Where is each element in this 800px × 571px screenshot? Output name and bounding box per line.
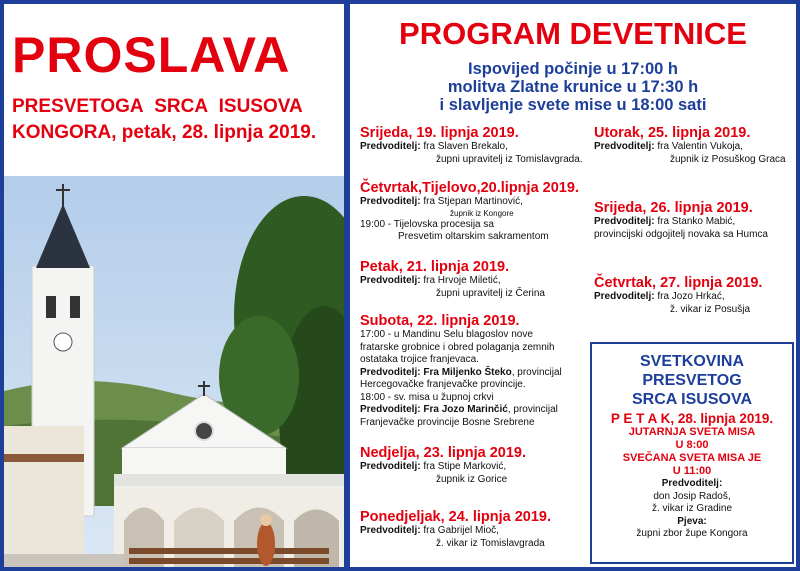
day-detail [360, 196, 579, 209]
day-heading: Ponedjeljak, 24. lipnja 2019. [360, 509, 552, 525]
day-detail [360, 367, 562, 380]
day-heading: Utorak, 25. lipnja 2019. [594, 125, 751, 141]
morning-mass-time: U 8:00 [675, 439, 709, 451]
day-heading: Petak, 21. lipnja 2019. [360, 259, 510, 275]
day-detail [594, 291, 762, 304]
day-detail [360, 275, 545, 288]
leader-name: Fra Jozo Marinčić [423, 404, 508, 415]
day-detail-line: ž. vikar iz Tomislavgrada [436, 537, 545, 549]
feast-leader-label: Predvoditelj: [661, 478, 723, 489]
day-entry [360, 313, 562, 429]
day-detail-line: Franjevačke provincije Bosne Srebrene [360, 416, 535, 428]
day-detail-line: provincijski odgojitelj novaka sa Humca [594, 228, 768, 240]
leader-label: Predvoditelj: [360, 366, 421, 378]
day-detail [360, 404, 562, 417]
poster-title: PROSLAVA [12, 27, 291, 83]
day-detail-line: Hercegovačke franjevačke provincije. [360, 379, 526, 390]
morning-mass: JUTARNJA SVETA MISA [628, 426, 756, 438]
feast-box [590, 342, 794, 564]
feast-title-line3: SRCA ISUSOVA [631, 391, 752, 408]
left-panel [4, 4, 344, 567]
leader-name: fra Stjepan Martinović, [423, 196, 523, 207]
day-entry [360, 445, 526, 486]
leader-label: Predvoditelj: [360, 275, 421, 286]
feast-leader-name: don Josip Radoš, [653, 490, 731, 502]
church-photo [4, 176, 344, 567]
day-detail [594, 216, 768, 229]
poster-subtitle-line2: KONGORA, petak, 28. lipnja 2019. [12, 122, 317, 143]
feast-date: P E T A K, 28. lipnja 2019. [610, 411, 774, 426]
day-heading: Četvrtak, 27. lipnja 2019. [594, 275, 763, 291]
day-detail-line: fratarske grobnice i obred polaganja zemnih [360, 341, 555, 353]
leader-name: fra Stanko Mabić, [657, 216, 736, 227]
day-detail [594, 141, 786, 154]
leader-label: Predvoditelj: [360, 525, 421, 536]
day-heading: Srijeda, 26. lipnja 2019. [594, 200, 753, 216]
leader-label: Predvoditelj: [594, 216, 655, 227]
choir-name: župni zbor župe Kongora [636, 528, 748, 539]
day-heading: Subota, 22. lipnja 2019. [360, 313, 520, 329]
day-detail-line: 18:00 - sv. misa u župnoj crkvi [360, 391, 494, 403]
leader-label: Predvoditelj: [360, 461, 421, 472]
day-entry [594, 275, 762, 316]
leader-role: , provincijal [507, 404, 558, 415]
leader-name: fra Slaven Brekalo, [423, 141, 508, 152]
day-entry [360, 259, 545, 300]
day-entry [360, 509, 551, 550]
program-info-line1: Ispovijed počinje u 17:00 h [468, 60, 678, 78]
leader-name: fra Valentin Vukoja, [657, 141, 743, 152]
solemn-mass: SVEČANA SVETA MISA JE [622, 452, 762, 464]
day-detail-line: ostataka trojice franjevaca. [360, 354, 479, 365]
day-entry [594, 125, 786, 166]
day-detail-line: župni upravitelj iz Tomislavgrada. [436, 153, 583, 165]
day-detail-line: 19:00 - Tijelovska procesija sa [360, 218, 494, 230]
program-title: PROGRAM DEVETNICE [399, 16, 747, 51]
leader-name: fra Gabrijel Mioč, [423, 525, 499, 536]
leader-label: Predvoditelj: [360, 404, 421, 415]
day-heading: Nedjelja, 23. lipnja 2019. [360, 445, 527, 461]
leader-name: fra Stipe Marković, [423, 461, 507, 472]
day-detail-line: župni upravitelj iz Čerina [436, 287, 545, 299]
solemn-mass-time: U 11:00 [672, 465, 712, 477]
day-detail [360, 525, 551, 538]
day-detail-line: župnik iz Posuškog Graca [670, 153, 786, 165]
day-detail-line: Presvetim oltarskim sakramentom [398, 231, 549, 242]
leader-name: fra Hrvoje Miletić, [423, 275, 501, 286]
program-info-line3: i slavljenje svete mise u 18:00 sati [439, 96, 707, 114]
feast-leader-role: ž. vikar iz Gradine [651, 503, 733, 514]
day-detail-line: 17:00 - u Mandinu Selu blagoslov nove [360, 329, 533, 340]
program-info-line2: molitva Zlatne krunice u 17:30 h [447, 78, 699, 96]
leader-label: Predvoditelj: [594, 291, 655, 302]
leader-role: , provincijal [511, 366, 562, 378]
right-panel [350, 4, 796, 567]
poster-subtitle-line1: PRESVETOGA SRCA ISUSOVA [12, 96, 303, 117]
leader-name: Fra Miljenko Šteko [423, 366, 512, 378]
day-heading: Četvrtak,Tijelovo,20.lipnja 2019. [360, 180, 579, 196]
day-entry [360, 180, 579, 244]
day-heading: Srijeda, 19. lipnja 2019. [360, 125, 519, 141]
choir-label: Pjeva: [677, 515, 707, 527]
day-detail-line: župnik iz Gorice [436, 473, 508, 485]
day-detail-line: župnik iz Kongore [450, 208, 514, 218]
leader-label: Predvoditelj: [360, 141, 421, 152]
day-detail [360, 141, 583, 154]
day-entry [360, 125, 583, 166]
day-entry [594, 200, 768, 241]
leader-label: Predvoditelj: [594, 141, 655, 152]
day-detail-line: ž. vikar iz Posušja [670, 303, 751, 315]
leader-label: Predvoditelj: [360, 196, 421, 207]
feast-title-line2: PRESVETOG [642, 372, 742, 389]
day-detail [360, 461, 526, 474]
leader-name: fra Jozo Hrkać, [657, 291, 725, 302]
feast-title-line1: SVETKOVINA [639, 353, 744, 370]
